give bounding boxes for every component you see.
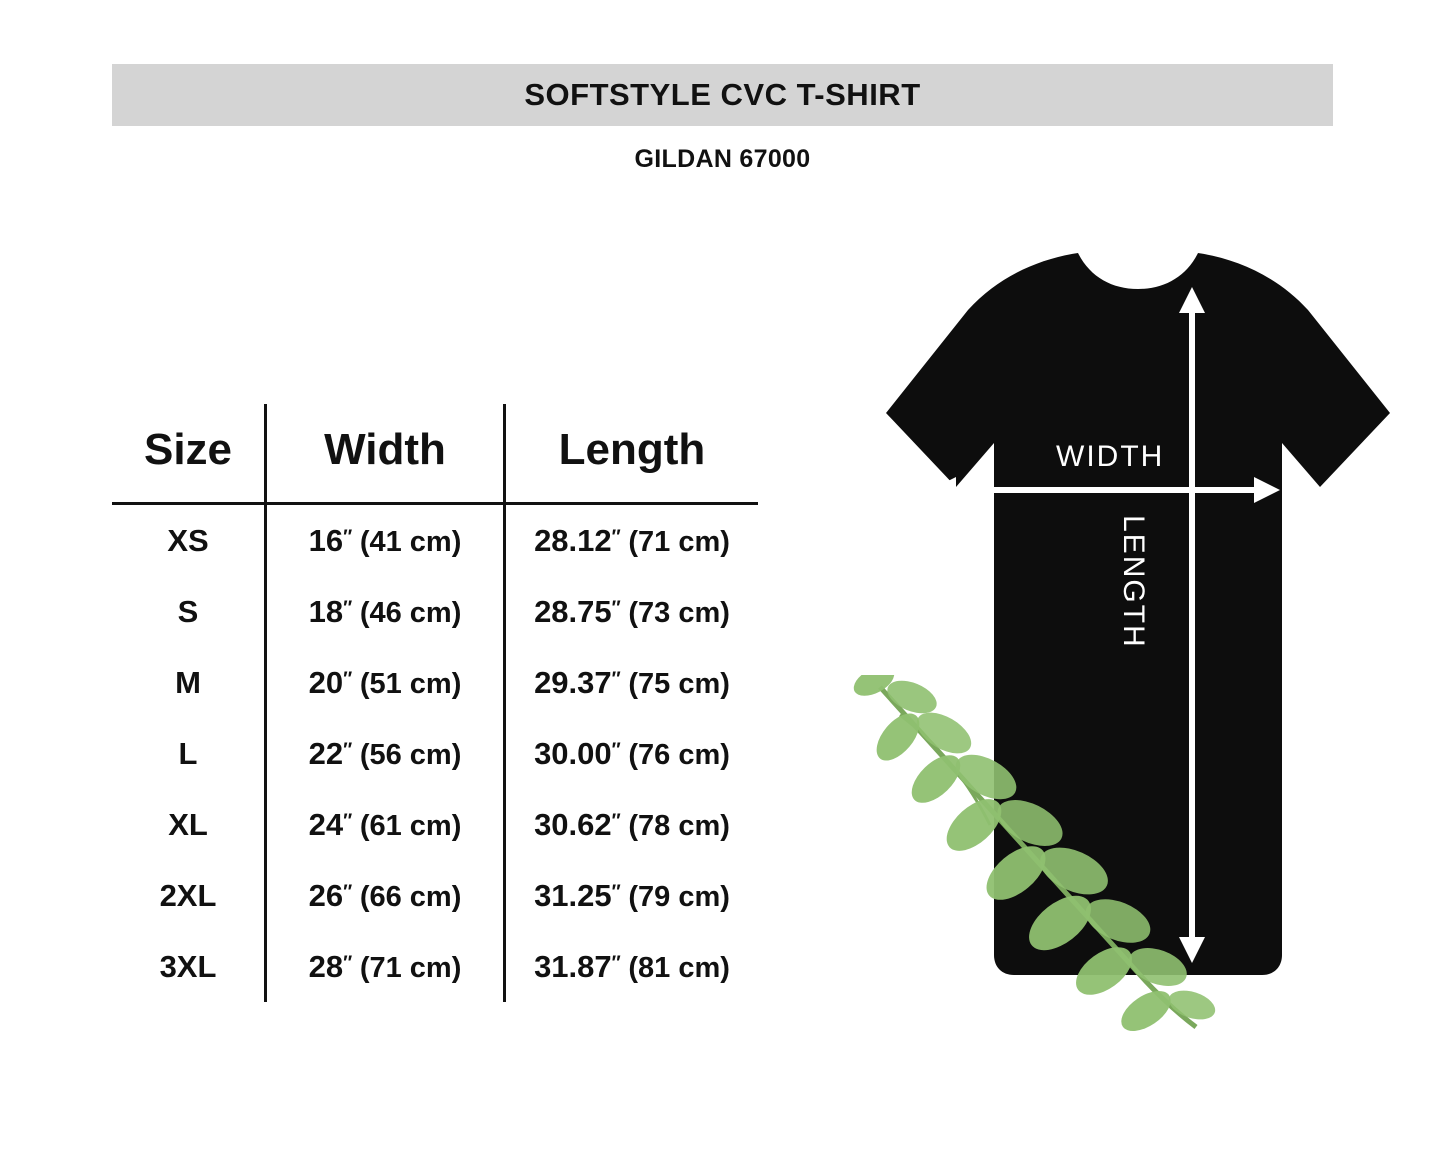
tshirt-illustration bbox=[760, 215, 1400, 1045]
column-header-size: Size bbox=[143, 425, 233, 474]
cell-size: M bbox=[175, 664, 201, 700]
table-row bbox=[112, 931, 758, 1002]
title-band bbox=[112, 64, 1333, 126]
product-code: GILDAN 67000 bbox=[634, 145, 811, 173]
width-inches: 24 bbox=[308, 806, 344, 842]
cell-length bbox=[505, 576, 759, 647]
cell-size: 2XL bbox=[159, 877, 217, 913]
width-measurement-label: WIDTH bbox=[1056, 440, 1165, 473]
width-arrow-head-left bbox=[930, 477, 956, 503]
length-measurement-label: LENGTH bbox=[1117, 515, 1150, 649]
inch-mark: ″ bbox=[611, 881, 620, 903]
length-cm: (73 cm) bbox=[628, 596, 730, 629]
cell-width bbox=[266, 576, 505, 647]
page-title: SOFTSTYLE CVC T-SHIRT bbox=[524, 77, 921, 112]
size-chart-table bbox=[112, 404, 758, 1002]
cell-width bbox=[266, 860, 505, 931]
length-cm: (75 cm) bbox=[628, 667, 730, 700]
inch-mark: ″ bbox=[343, 668, 352, 690]
column-header-length: Length bbox=[558, 425, 706, 474]
table-row bbox=[112, 789, 758, 860]
table-row bbox=[112, 718, 758, 789]
width-cm: (46 cm) bbox=[359, 596, 462, 629]
cell-length bbox=[505, 931, 759, 1002]
branch-leaves bbox=[849, 675, 1219, 1035]
inch-mark: ″ bbox=[611, 526, 620, 548]
cell-size: L bbox=[178, 735, 198, 771]
length-inches: 31.87 bbox=[534, 948, 612, 984]
table-row bbox=[112, 576, 758, 647]
cell-length bbox=[505, 718, 759, 789]
length-cm: (79 cm) bbox=[628, 880, 730, 913]
width-inches: 28 bbox=[308, 948, 344, 984]
cell-length bbox=[505, 504, 759, 577]
cell-length bbox=[505, 789, 759, 860]
cell-size: XS bbox=[167, 522, 209, 558]
width-inches: 26 bbox=[308, 877, 344, 913]
inch-mark: ″ bbox=[611, 952, 620, 974]
cell-width bbox=[266, 647, 505, 718]
cell-width bbox=[266, 504, 505, 577]
cell-width bbox=[266, 789, 505, 860]
cell-length bbox=[505, 860, 759, 931]
inch-mark: ″ bbox=[611, 597, 620, 619]
inch-mark: ″ bbox=[343, 881, 352, 903]
inch-mark: ″ bbox=[343, 739, 352, 761]
width-inches: 16 bbox=[308, 522, 344, 558]
length-inches: 29.37 bbox=[534, 664, 612, 700]
inch-mark: ″ bbox=[343, 810, 352, 832]
cell-width bbox=[266, 718, 505, 789]
inch-mark: ″ bbox=[611, 668, 620, 690]
width-cm: (61 cm) bbox=[359, 809, 462, 842]
length-inches: 31.25 bbox=[534, 877, 612, 913]
inch-mark: ″ bbox=[343, 952, 352, 974]
table-body bbox=[112, 504, 758, 1003]
table-row bbox=[112, 647, 758, 718]
width-inches: 18 bbox=[308, 593, 344, 629]
table-header-row bbox=[112, 404, 758, 504]
length-inches: 30.00 bbox=[534, 735, 612, 771]
table-row bbox=[112, 860, 758, 931]
length-inches: 28.12 bbox=[534, 522, 612, 558]
cell-width bbox=[266, 931, 505, 1002]
cell-size: XL bbox=[168, 806, 208, 842]
width-cm: (51 cm) bbox=[359, 667, 462, 700]
width-cm: (71 cm) bbox=[359, 951, 462, 984]
cell-size: 3XL bbox=[159, 948, 217, 984]
cell-size: S bbox=[177, 593, 199, 629]
table-header bbox=[112, 404, 758, 504]
size-chart-table-wrapper bbox=[112, 404, 752, 1002]
width-inches: 20 bbox=[308, 664, 344, 700]
inch-mark: ″ bbox=[611, 739, 620, 761]
length-inches: 30.62 bbox=[534, 806, 612, 842]
cell-length bbox=[505, 647, 759, 718]
width-cm: (56 cm) bbox=[359, 738, 462, 771]
table-row bbox=[112, 504, 758, 577]
inch-mark: ″ bbox=[611, 810, 620, 832]
length-inches: 28.75 bbox=[534, 593, 612, 629]
length-cm: (78 cm) bbox=[628, 809, 730, 842]
length-cm: (76 cm) bbox=[628, 738, 730, 771]
width-cm: (66 cm) bbox=[359, 880, 462, 913]
width-inches: 22 bbox=[308, 735, 344, 771]
inch-mark: ″ bbox=[343, 526, 352, 548]
eucalyptus-branch-icon bbox=[840, 675, 1260, 1035]
length-cm: (71 cm) bbox=[628, 525, 730, 558]
column-header-width: Width bbox=[266, 404, 505, 504]
length-cm: (81 cm) bbox=[628, 951, 730, 984]
width-cm: (41 cm) bbox=[359, 525, 462, 558]
inch-mark: ″ bbox=[343, 597, 352, 619]
